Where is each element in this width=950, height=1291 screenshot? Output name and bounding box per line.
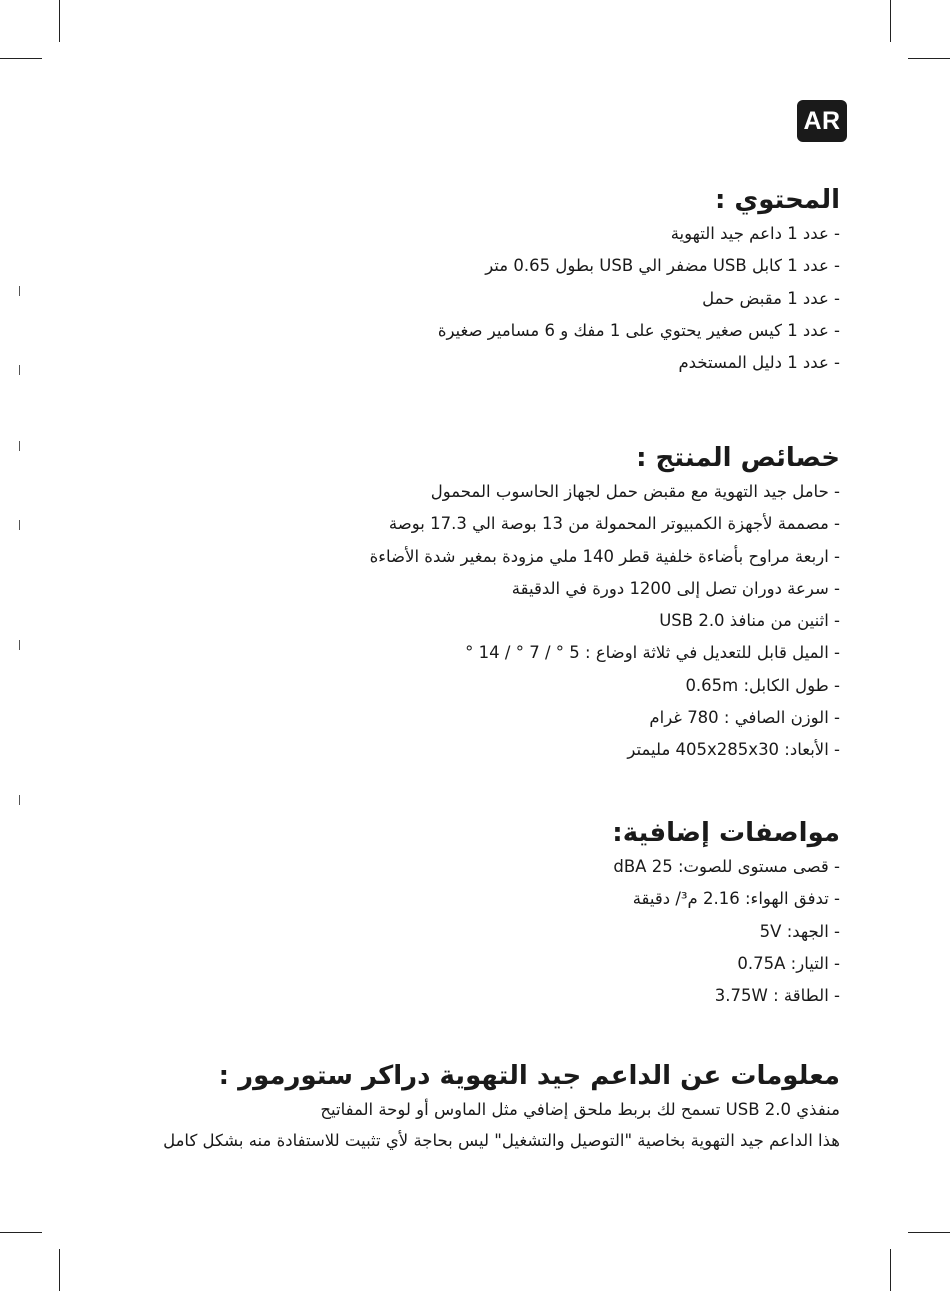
margin-tick xyxy=(19,640,20,650)
specs-section xyxy=(612,815,840,1012)
list-item: - عدد 1 كابل USB مضفر الي USB بطول 0.65 متر xyxy=(438,250,840,282)
list-item: - اربعة مراوح بأضاءة خلفية قطر 140 ملي مزودة بمغير شدة الأضاءة xyxy=(370,541,840,573)
list-item: - طول الكابل: 0.65m xyxy=(370,670,840,702)
language-badge: AR xyxy=(797,100,847,142)
info-paragraph: هذا الداعم جيد التهوية بخاصية "التوصيل والتشغيل" ليس بحاجة لأي تثبيت للاستفادة منه بشكل كامل xyxy=(163,1131,840,1150)
list-item: - سرعة دوران تصل إلى 1200 دورة في الدقيقة xyxy=(370,573,840,605)
margin-tick xyxy=(19,441,20,451)
contents-title: المحتوي : xyxy=(714,185,840,215)
contents-list xyxy=(438,218,840,379)
list-item: - اثنين من منافذ USB 2.0 xyxy=(370,605,840,637)
list-item: - تدفق الهواء: 2.16 م³/ دقيقة xyxy=(612,883,840,915)
specs-list xyxy=(612,851,840,1012)
margin-tick xyxy=(19,520,20,530)
contents-section xyxy=(438,182,840,379)
crop-mark xyxy=(908,58,950,59)
features-title: خصائص المنتج : xyxy=(636,443,840,473)
margin-tick xyxy=(19,365,20,375)
list-item: - قصى مستوى للصوت: 25 dBA xyxy=(612,851,840,883)
margin-tick xyxy=(19,286,20,296)
info-section xyxy=(100,1058,840,1156)
list-item: - عدد 1 دليل المستخدم xyxy=(438,347,840,379)
list-item: - الطاقة : 3.75W xyxy=(612,980,840,1012)
list-item: - الأبعاد: 405x285x30 مليمتر xyxy=(370,734,840,766)
crop-mark xyxy=(890,0,891,42)
margin-tick xyxy=(19,795,20,805)
features-section xyxy=(370,440,840,767)
list-item: - حامل جيد التهوية مع مقبض حمل لجهاز الحاسوب المحمول xyxy=(370,476,840,508)
list-item: - مصممة لأجهزة الكمبيوتر المحمولة من 13 بوصة الي 17.3 بوصة xyxy=(370,508,840,540)
list-item: - الميل قابل للتعديل في ثلاثة اوضاع : 5 ° / 7 ° / 14 ° xyxy=(370,637,840,669)
crop-mark xyxy=(59,1249,60,1291)
list-item: - الجهد: 5V xyxy=(612,916,840,948)
info-body xyxy=(100,1094,840,1156)
crop-mark xyxy=(0,1232,42,1233)
info-paragraph: منفذي USB 2.0 تسمح لك بربط ملحق إضافي مثل الماوس أو لوحة المفاتيح xyxy=(320,1100,840,1119)
crop-mark xyxy=(908,1232,950,1233)
list-item: - عدد 1 كيس صغير يحتوي على 1 مفك و 6 مسامير صغيرة xyxy=(438,315,840,347)
info-title: معلومات عن الداعم جيد التهوية دراكر ستورمور : xyxy=(218,1061,840,1091)
list-item: - عدد 1 داعم جيد التهوية xyxy=(438,218,840,250)
list-item: - عدد 1 مقبض حمل xyxy=(438,283,840,315)
list-item: - التيار: 0.75A xyxy=(612,948,840,980)
list-item: - الوزن الصافي : 780 غرام xyxy=(370,702,840,734)
crop-mark xyxy=(0,58,42,59)
crop-mark xyxy=(890,1249,891,1291)
features-list xyxy=(370,476,840,767)
crop-mark xyxy=(59,0,60,42)
specs-title: مواصفات إضافية: xyxy=(612,818,840,848)
